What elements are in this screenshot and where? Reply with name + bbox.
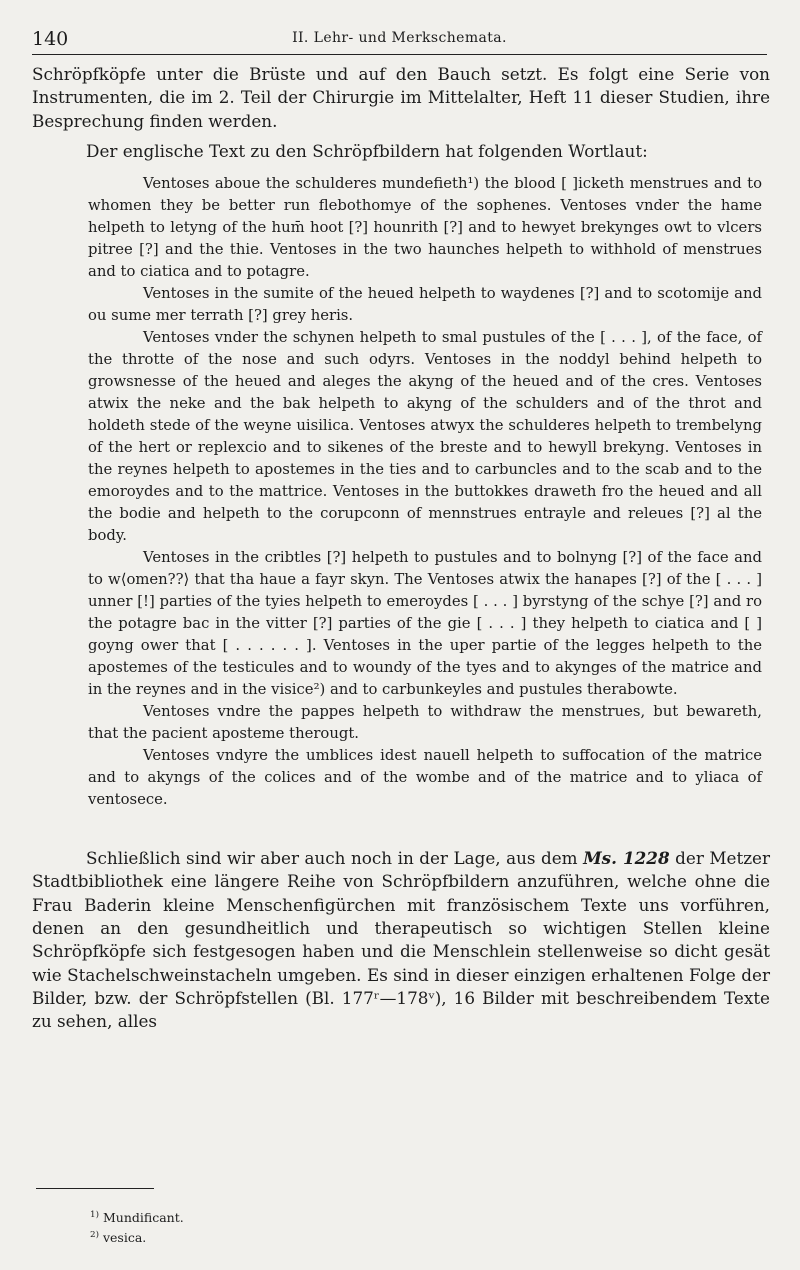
quote-paragraph-2: Ventoses in the sumite of the heued helpeth to waydenes [?] and to scotomije and ou sume mer terrath [?] grey heris. bbox=[88, 285, 762, 325]
footnote-mark: 1) bbox=[90, 1209, 99, 1220]
quote-paragraph-6: Ventoses vndyre the umblices idest nauell helpeth to suffocation of the matrice and to akyngs of the colices and of the wombe and of the matrice and to yliaca of ventosece. bbox=[88, 747, 762, 809]
lead-in-paragraph: Der englische Text zu den Schröpfbildern hat folgenden Wortlaut: bbox=[86, 140, 648, 161]
page-number: 140 bbox=[32, 28, 69, 50]
closing-text-end: der Metzer Stadtbibliothek eine längere Reihe von Schröpfbildern anzuführen, welche ohne die Frau Baderin kleine Menschenfigürchen mit französischem Texte uns vorführen, denen an den gesundheitlich und therapeutisch so wichtigen Stellen kleine Schröpfköpfe sich festgesogen haben und die Menschlein stellenweise so dicht gesät wie Stachelschweinstacheln umgeben. Es sind in dieser einzigen erhaltenen Folge der Bilder, bzw. der Schröpfstellen (Bl. 177ʳ—178ᵛ), 16 Bilder mit beschreibendem Texte zu sehen, alles bbox=[32, 848, 771, 1032]
footnote-text: vesica. bbox=[102, 1230, 147, 1245]
quote-paragraph-4: Ventoses in the cribtles [?] helpeth to pustules and to bolnyng [?] of the face and to w⟨omen??⟩ that tha haue a fayr skyn. The Ventoses atwix the hanapes [?] of the [ . . . ] unner [!] parties of the tyies helpeth to emeroydes [ . . . ] byrstyng of the schye [?] and ro the potagre bac in the vitter [?] parties of the gie [ . . . ] they helpeth to ciatica and [ ] goyng ower that [ . . . . . . ]. Ventoses in the uper partie of the legges helpeth to the apostemes of the testicules and to woundy of the tyes and to akynges of the matrice and in the reynes and in the visice²) and to carbunkeyles and pustules therabowte. bbox=[88, 549, 762, 699]
running-title: II. Lehr- und Merkschemata. bbox=[292, 30, 507, 46]
page-body bbox=[32, 63, 770, 1034]
footnote-text: Mundificant. bbox=[102, 1210, 184, 1225]
footnote-1 bbox=[90, 1210, 184, 1225]
quote-paragraph-3: Ventoses vnder the schynen helpeth to smal pustules of the [ . . . ], of the face, of the throtte of the nose and such odyrs. Ventoses in the noddyl behind helpeth to growsnesse of the heued and aleges the akyng of the heued and of the cres. Ventoses atwix the neke and the bak helpeth to akyng of the schulders and of the throt and holdeth stede of the weyne uisilica. Ventoses atwyx the schulderes helpeth to trembelyng of the hert or replexcio and to sikenes of the breste and to hewyll brekyng. Ventoses in the reynes helpeth to apostemes in the ties and to carbuncles and to the scab and to the emoroydes and to the mattrice. Ventoses in the buttokkes draweth fro the heued and all the bodie and helpeth to the corupconn of mennstrues entrayle and releues [?] al the body. bbox=[88, 329, 762, 545]
manuscript-reference: Ms. 1228 bbox=[583, 848, 670, 869]
quote-paragraph-5: Ventoses vndre the pappes helpeth to withdraw the menstrues, but bewareth, that the pacient aposteme therougt. bbox=[88, 703, 762, 743]
closing-paragraph bbox=[32, 847, 770, 1033]
footnote-mark: 2) bbox=[90, 1229, 99, 1240]
footnote-2 bbox=[90, 1230, 146, 1245]
quote-paragraph-1: Ventoses aboue the schulderes mundefieth¹) the blood [ ]icketh menstrues and to whomen they be better run flebothomye of the sophenes. Ventoses vnder the hame helpeth to letyng of the hum̄ hoot [?] hounrith [?] and to hewyet brekynges owt to vlcers pitree [?] and the thie. Ventoses in the two haunches helpeth to withhold of menstrues and to ciatica and to potagre. bbox=[88, 175, 762, 281]
intro-paragraph: Schröpfköpfe unter die Brüste und auf den Bauch setzt. Es folgt eine Serie von Instrumenten, die im 2. Teil der Chirurgie im Mittelalter, Heft 11 dieser Studien, ihre Besprechung finden werden. bbox=[32, 64, 770, 131]
footnote-rule bbox=[36, 1188, 154, 1189]
running-header bbox=[32, 24, 767, 55]
english-text-quote bbox=[88, 173, 762, 811]
closing-text-start: Schließlich sind wir aber auch noch in der Lage, aus dem bbox=[86, 848, 584, 869]
